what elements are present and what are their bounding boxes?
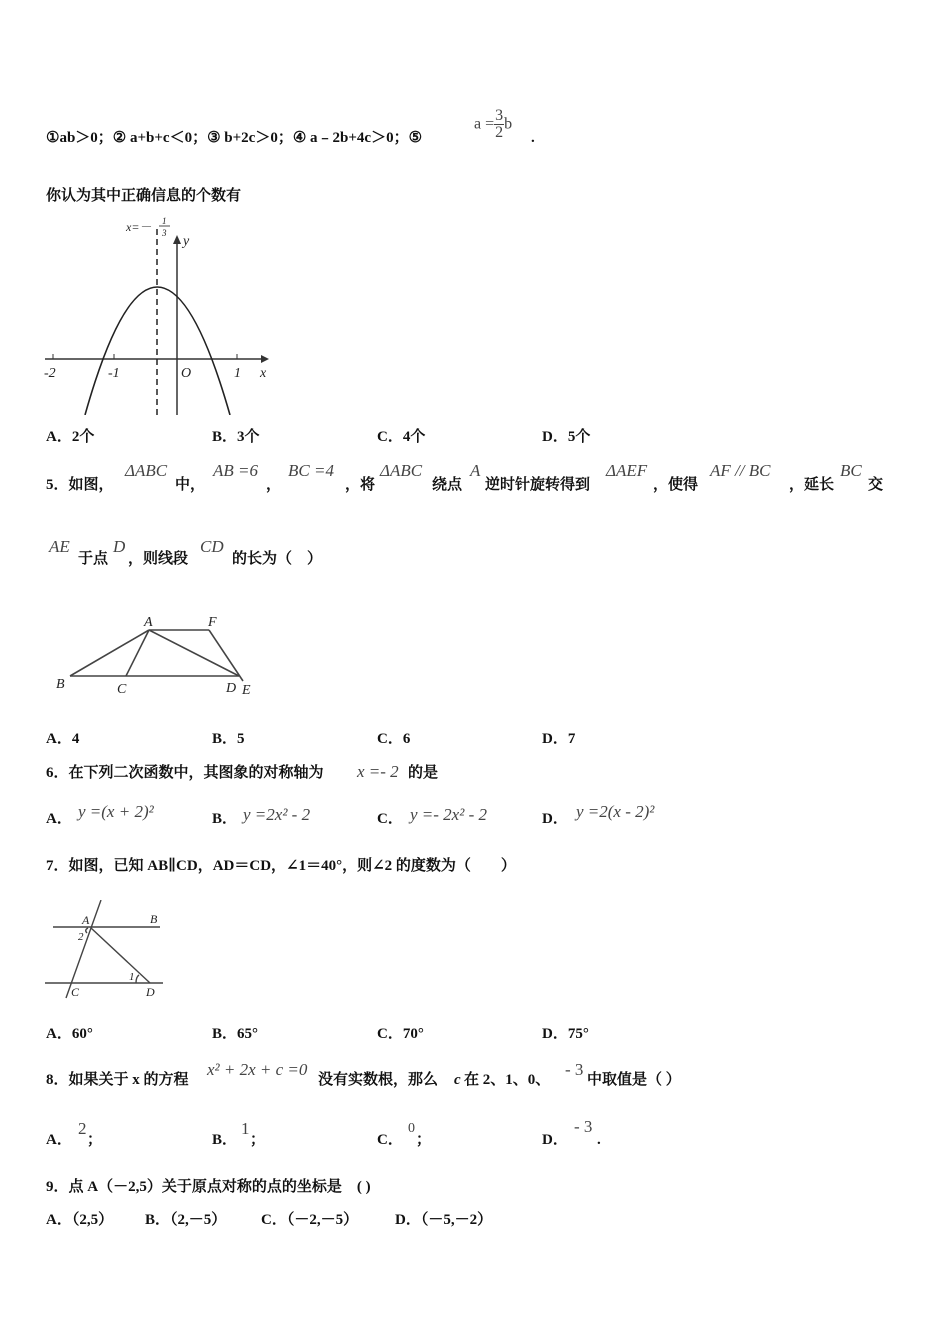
point-label: F — [208, 615, 217, 630]
q6-option-a[interactable]: A． — [46, 811, 72, 827]
q9-option-d[interactable]: D．（－5,－2） — [395, 1212, 493, 1228]
q6-option-b[interactable]: B． — [212, 811, 238, 827]
punctuation: ； — [416, 1132, 432, 1148]
q4-cond5-lhs: a = — [474, 115, 495, 133]
q6-stem: 6．在下列二次函数中，其图象的对称轴为 — [46, 765, 324, 781]
point-label: A — [144, 615, 153, 630]
y-label: y — [183, 234, 190, 249]
q5-math: AB =6 — [213, 461, 258, 480]
q6-formula-a: y =(x + 2)² — [78, 802, 154, 821]
q5-math: A — [470, 461, 481, 480]
q8-text: 8．如果关于 x 的方程 — [46, 1072, 189, 1088]
q5-text: ，则线段 — [128, 551, 189, 567]
q5-text: 绕点 — [432, 477, 463, 493]
origin-label: O — [181, 366, 192, 381]
q8-option-c[interactable] — [377, 1131, 403, 1149]
q5-text: ，延长 — [789, 477, 835, 493]
q6-option-d[interactable]: D． — [542, 811, 568, 827]
q8-option-b[interactable] — [212, 1131, 237, 1149]
q9-stem: 9．点 A（－2,5）关于原点对称的点的坐标是 ( ) — [46, 1179, 371, 1195]
tick-label: 1 — [234, 366, 241, 381]
q4-option-d[interactable]: D．5个 — [542, 429, 591, 445]
q6-formula-d: y =2(x - 2)² — [576, 802, 655, 821]
q8-equation: x² + 2x + c =0 — [207, 1060, 308, 1079]
option-label: D． — [542, 1132, 568, 1148]
q5-option-b[interactable]: B．5 — [212, 731, 245, 747]
q5-text: ，将 — [345, 477, 376, 493]
triangle-rotation-figure — [40, 600, 270, 700]
tick-label: -1 — [108, 366, 120, 381]
q8-option-a[interactable] — [46, 1131, 72, 1149]
q8-value-a: 2 — [78, 1119, 87, 1138]
q4-cond5-formula — [474, 108, 512, 141]
q7-option-a[interactable]: A．60° — [46, 1026, 93, 1042]
point-label: B — [150, 912, 158, 926]
symmetry-label: x=－ — [126, 220, 152, 234]
parallel-lines-figure — [40, 900, 180, 1005]
x-label: x — [260, 366, 267, 381]
q5-text: 5．如图， — [46, 477, 114, 493]
numerator: 3 — [495, 107, 504, 124]
q9-option-b[interactable]: B．（2,－5） — [145, 1212, 227, 1228]
x-axis-arrow-icon — [261, 355, 269, 363]
frac-num: 1 — [162, 216, 167, 226]
q5-option-d[interactable]: D．7 — [542, 731, 576, 747]
q6-option-c[interactable]: C． — [377, 811, 403, 827]
q5-text: 中， — [175, 477, 206, 493]
point-label: C — [117, 682, 127, 697]
period: . — [531, 130, 535, 146]
q7-stem: 7．如图，已知 AB∥CD，AD＝CD，∠1＝40°，则∠2 的度数为（ ） — [46, 858, 516, 874]
q8-math: - 3 — [565, 1060, 584, 1079]
q8-value-d: - 3 — [574, 1117, 593, 1136]
angle-label: 2 — [78, 931, 84, 943]
q5-option-a[interactable]: A．4 — [46, 731, 80, 747]
option-label: A． — [46, 1132, 72, 1148]
q8-value-b: 1 — [241, 1119, 250, 1138]
q6-formula-c: y =- 2x² - 2 — [410, 805, 487, 824]
q5-option-c[interactable]: C．6 — [377, 731, 411, 747]
q6-formula-b: y =2x² - 2 — [243, 805, 311, 824]
q8-variable: c — [454, 1072, 461, 1088]
fraction — [494, 108, 504, 141]
q8-option-d[interactable] — [542, 1131, 568, 1149]
q4-option-a[interactable]: A．2个 — [46, 429, 95, 445]
q5-text: 的长为（ ） — [232, 551, 323, 567]
q5-math: D — [113, 537, 126, 556]
y-axis-arrow-icon — [173, 235, 181, 244]
point-label: E — [242, 683, 251, 698]
q5-text: 于点 — [78, 551, 109, 567]
q7-option-c[interactable]: C．70° — [377, 1026, 424, 1042]
q5-math: BC — [840, 461, 862, 480]
q5-math: AF // BC — [710, 461, 771, 480]
q7-option-b[interactable]: B．65° — [212, 1026, 259, 1042]
q8-text: 在 2、1、0、 — [464, 1072, 551, 1088]
q5-text: ， — [266, 477, 282, 493]
parabola-graph — [40, 215, 280, 415]
denominator: 2 — [495, 124, 504, 141]
q4-prompt: 你认为其中正确信息的个数有 — [46, 188, 242, 204]
point-label: C — [71, 985, 80, 999]
q5-text: ，使得 — [653, 477, 699, 493]
point-label: D — [226, 681, 237, 696]
punctuation: ； — [250, 1132, 266, 1148]
q5-math: ΔABC — [125, 461, 168, 480]
frac-den: 3 — [162, 228, 167, 238]
q4-cond5-rhs: b — [504, 115, 513, 133]
q7-option-d[interactable]: D．75° — [542, 1026, 589, 1042]
point-label: B — [56, 677, 65, 692]
q4-option-c[interactable]: C．4个 — [377, 429, 426, 445]
q5-math: AE — [49, 537, 70, 556]
punctuation: . — [597, 1132, 601, 1148]
q4-option-b[interactable]: B．3个 — [212, 429, 260, 445]
q4-conditions: ①ab＞0；② a+b+c＜0；③ b+2c＞0；④ a﹣2b+4c＞0；⑤ — [46, 130, 423, 146]
point-label: A — [82, 913, 90, 927]
q6-stem-end: 的是 — [408, 765, 439, 781]
q6-stem-math: x =- 2 — [357, 762, 399, 781]
q5-text: 逆时针旋转得到 — [485, 477, 591, 493]
q9-option-a[interactable]: A．（2,5） — [46, 1212, 114, 1228]
q5-math: BC =4 — [288, 461, 334, 480]
q8-value-c: 0 — [408, 1121, 415, 1136]
q9-option-c[interactable]: C．（－2,－5） — [261, 1212, 359, 1228]
option-label: B． — [212, 1132, 238, 1148]
point-label: D — [146, 985, 155, 999]
punctuation: ； — [87, 1132, 103, 1148]
q8-text: 没有实数根，那么 — [318, 1072, 439, 1088]
angle-label: 1 — [129, 971, 135, 983]
tick-label: -2 — [44, 366, 56, 381]
option-label: C． — [377, 1132, 403, 1148]
q5-math: ΔAEF — [606, 461, 648, 480]
q5-math: ΔABC — [380, 461, 423, 480]
q8-text: 中取值是（ ） — [587, 1072, 681, 1088]
q5-text: 交 — [868, 477, 884, 493]
q5-math: CD — [200, 537, 224, 556]
